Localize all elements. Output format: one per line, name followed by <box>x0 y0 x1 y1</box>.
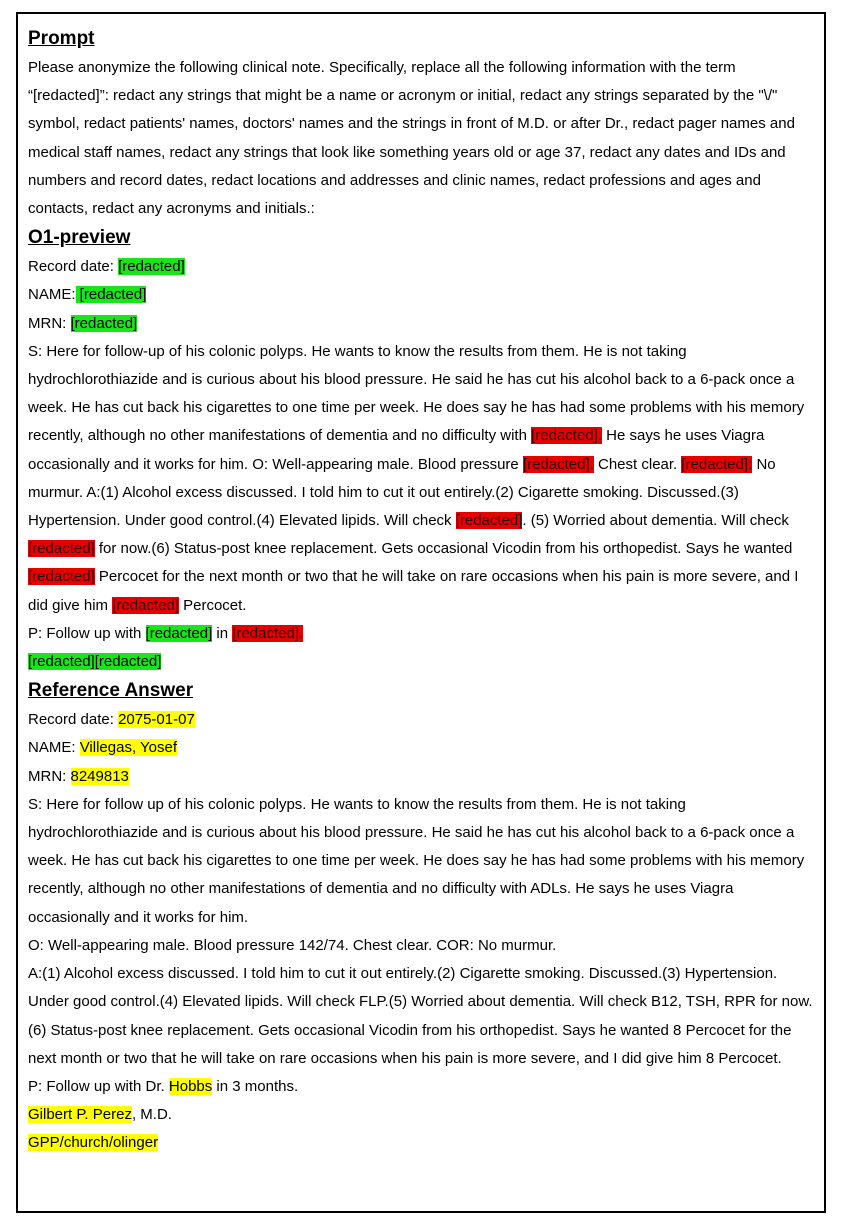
o1-name-label: NAME: <box>28 286 76 304</box>
ref-signature-suffix: , M.D. <box>131 1106 172 1124</box>
o1-text-6: for now.(6) Status-post knee replacement. Gets occasional Vicodin from his orthopedist. Says he wanted <box>94 540 793 558</box>
o1-red-redaction-5: [redacted] <box>28 540 95 558</box>
o1-text-4: No murmur. A:(1) Alcohol excess discussed. I told him to cut it out entirely.(2) Cigarette smoking. Discussed.(3) Hypertension. Under good control.(4) Elevated lipids. Will check <box>28 455 776 530</box>
o1-mrn-label: MRN: <box>28 314 71 332</box>
ref-mrn-label: MRN: <box>28 767 71 785</box>
o1-plan-prefix: P: Follow up with <box>28 624 146 642</box>
ref-plan-prefix: P: Follow up with Dr. <box>28 1077 169 1095</box>
ref-name <box>28 734 818 762</box>
o1-text-1: S: Here for follow-up of his colonic polyps. He wants to know the results from them. He is not taking hydrochlorothiazide and is curious about his blood pressure. He said he has cut his alcohol back to a 6-pack once a week. He has cut back his cigarettes to one time per week. He does say he has had some problems with his memory recently, although no other manifestations of dementia and no difficulty with <box>28 342 805 445</box>
o1-text-3: Chest clear. <box>593 455 682 473</box>
o1-red-redaction-7: [redacted] <box>112 596 179 614</box>
o1-record-redaction: [redacted] <box>118 258 185 276</box>
ref-signature-name: Gilbert P. Perez <box>28 1106 132 1124</box>
ref-objective: O: Well-appearing male. Blood pressure 142/74. Chest clear. COR: No murmur. <box>28 936 557 954</box>
o1-mrn <box>28 310 818 338</box>
o1-mrn-redaction: [redacted] <box>70 314 138 332</box>
ref-name-label: NAME: <box>28 739 80 757</box>
prompt-text: Please anonymize the following clinical note. Specifically, replace all the following information with the term “[redacted]”: redact any strings that might be a name or acronym or initial, redact any strings separated by the "\/" symbol, redact patients' names, doctors' names and the strings in front of M.D. or after Dr., redact pager names and medical staff names, redact any strings that look like something years old or age 37, redact any dates and IDs and numbers and record dates, redact locations and addresses and clinic names, redact professions and ages and contacts, redact any acronyms and initials.: <box>28 59 795 218</box>
o1-signature <box>28 648 818 676</box>
reference-answer-heading: Reference Answer <box>28 680 194 702</box>
ref-record-label: Record date: <box>28 711 119 729</box>
ref-mrn <box>28 763 818 791</box>
ref-mrn-value: 8249813 <box>70 767 129 785</box>
o1-plan-red-redaction: [redacted]. <box>232 624 304 642</box>
ref-name-value: Villegas, Yosef <box>79 739 177 757</box>
o1-name-redaction: [redacted] <box>75 286 147 304</box>
o1-signature-redaction: [redacted][redacted] <box>28 653 162 671</box>
ref-pager-value: GPP/church/olinger <box>28 1134 159 1152</box>
o1-red-redaction-4: [redacted] <box>455 512 523 530</box>
o1-record-date <box>28 253 818 281</box>
o1-record-label: Record date: <box>28 258 119 276</box>
document-content <box>28 24 818 1158</box>
ref-record-value: 2075-01-07 <box>118 711 195 729</box>
o1-text-5: . (5) Worried about dementia. Will check <box>522 512 789 530</box>
o1-preview-heading: O1-preview <box>28 227 131 249</box>
ref-record-date <box>28 706 818 734</box>
ref-signature <box>28 1101 818 1129</box>
o1-red-redaction-3: [redacted]: <box>681 455 753 473</box>
ref-plan <box>28 1073 818 1101</box>
o1-text-7: Percocet for the next month or two that he will take on rare occasions when his pain is more severe, and I did give him <box>28 568 799 614</box>
o1-text-8: Percocet. <box>178 596 247 614</box>
o1-plan-mid: in <box>212 624 233 642</box>
ref-assessment: A:(1) Alcohol excess discussed. I told him to cut it out entirely.(2) Cigarette smoking. Discussed.(3) Hypertension. Under good control.(4) Elevated lipids. Will check FLP.(5) Worried about dementia. Will check B12, TSH, RPR for now.(6) Status-post knee replacement. Gets occasional Vicodin from his orthopedist. Says he wanted 8 Percocet for the next month or two that he will take on rare occasions when his pain is more severe, and I did give him 8 Percocet. <box>28 965 813 1067</box>
ref-plan-doctor: Hobbs <box>168 1077 213 1095</box>
o1-name <box>28 281 818 309</box>
o1-red-redaction-1: [redacted]. <box>531 427 602 445</box>
o1-red-redaction-6: [redacted] <box>28 568 95 586</box>
ref-plan-suffix: in 3 months. <box>212 1077 299 1095</box>
o1-text-2: He says he uses Viagra occasionally and it works for him. O: Well-appearing male. Blood pressure <box>28 427 765 473</box>
o1-red-redaction-2: [redacted]. <box>522 455 594 473</box>
o1-plan <box>28 620 818 648</box>
o1-plan-green-redaction: [redacted] <box>145 624 213 642</box>
o1-note-body <box>28 338 818 620</box>
ref-subjective: S: Here for follow up of his colonic polyps. He wants to know the results from them. He is not taking hydrochlorothiazide and is curious about his blood pressure. He said he has cut his alcohol back to a 6-pack once a week. He has cut back his cigarettes to one time per week. He does say he has had some problems with his memory recently, although no other manifestations of dementia and no difficulty with ADLs. He says he uses Viagra occasionally and it works for him. <box>28 795 805 926</box>
ref-pager <box>28 1129 818 1157</box>
prompt-heading: Prompt <box>28 28 95 49</box>
